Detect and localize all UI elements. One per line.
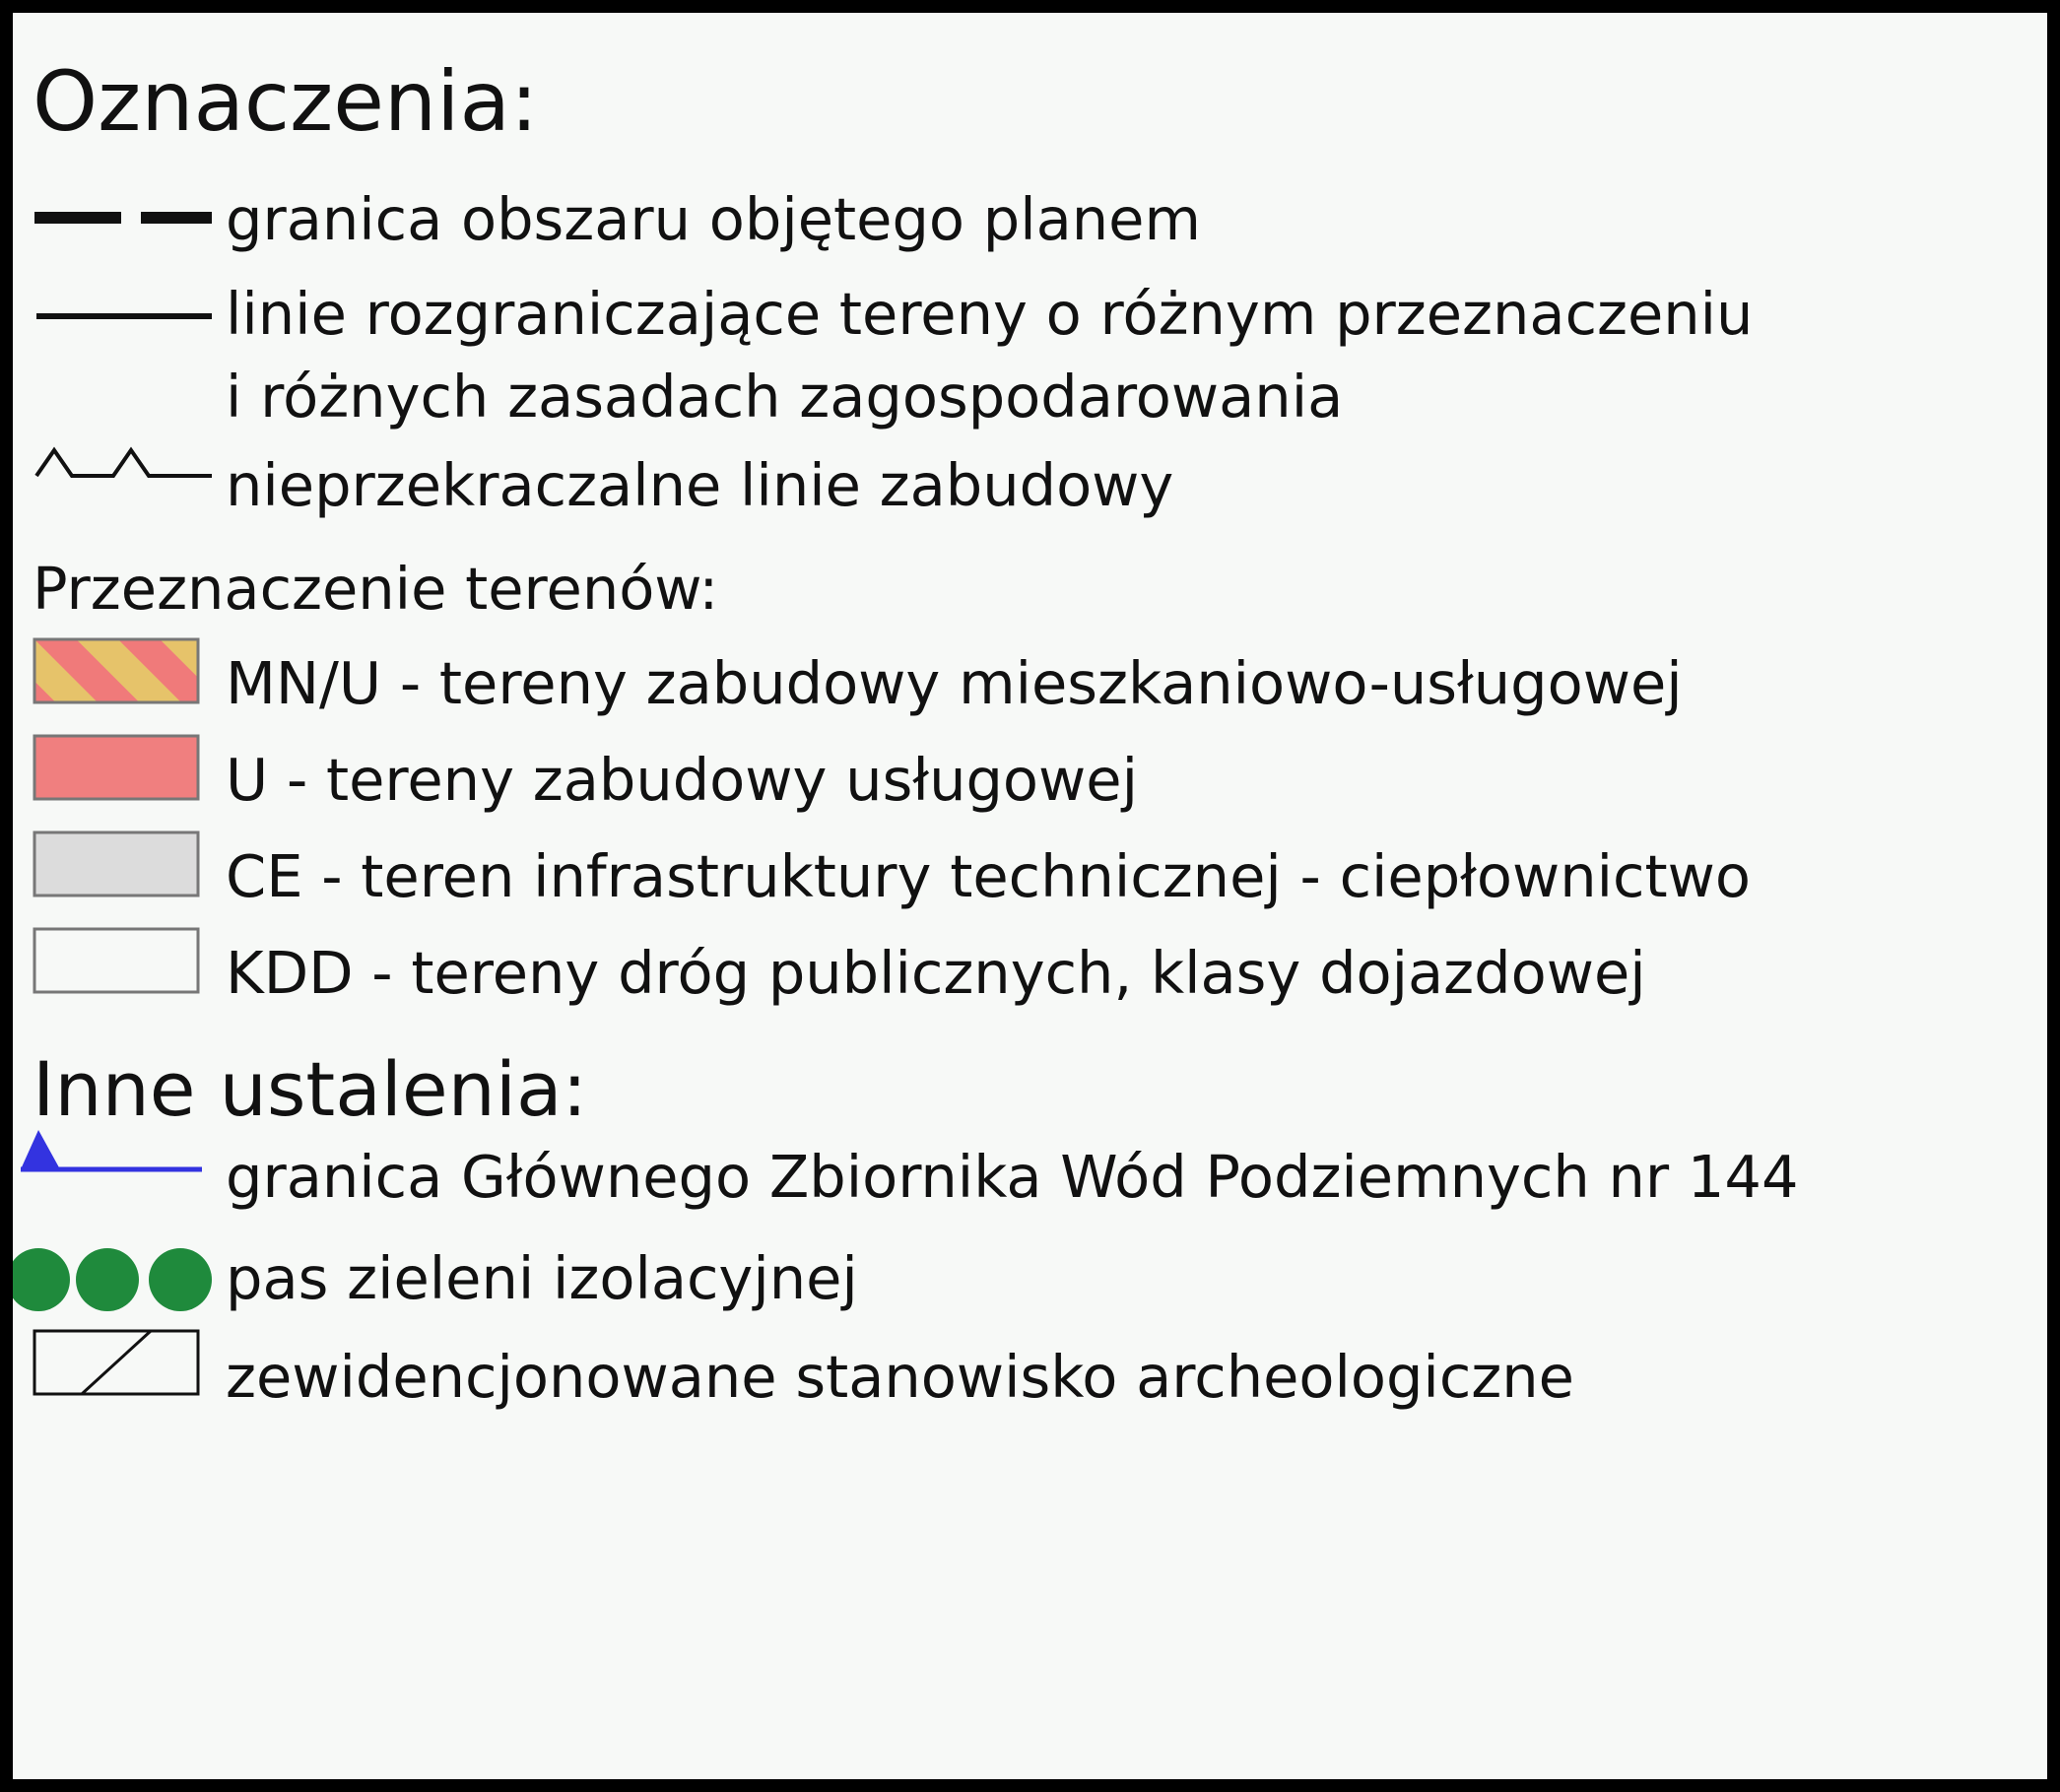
legend-panel <box>13 13 2047 1779</box>
public-road-swatch-icon <box>33 927 200 996</box>
dashed-boundary-line-icon <box>23 198 220 237</box>
heating-infrastructure-swatch-icon <box>33 830 200 899</box>
legend-label-archaeology: zewidencjonowane stanowisko archeologiczne <box>226 1343 1574 1411</box>
legend-label-green-belt: pas zieleni izolacyjnej <box>226 1244 858 1312</box>
mixed-residential-swatch-icon <box>33 637 200 706</box>
service-zone-swatch-icon <box>33 734 200 803</box>
legend-label-demarcation-2: i różnych zasadach zagospodarowania <box>226 363 1344 431</box>
archaeological-site-icon <box>33 1329 200 1398</box>
legend-label-kdd: KDD - tereny dróg publicznych, klasy dojazdowej <box>226 939 1646 1007</box>
green-belt-circles-icon <box>13 1240 220 1319</box>
land-use-heading: Przeznaczenie terenów: <box>33 555 719 623</box>
legend-label-mnu: MN/U - tereny zabudowy mieszkaniowo-usługowej <box>226 649 1683 717</box>
legend-label-building-line: nieprzekraczalne linie zabudowy <box>226 451 1174 519</box>
legend-label-ce: CE - teren infrastruktury technicznej - ciepłownictwo <box>226 842 1751 910</box>
legend-label-demarcation-1: linie rozgraniczające tereny o różnym przeznaczeniu <box>226 280 1754 348</box>
building-line-triangle-icon <box>23 436 220 486</box>
legend-label-groundwater: granica Głównego Zbiornika Wód Podziemnych nr 144 <box>226 1143 1799 1211</box>
legend-label-plan-boundary: granica obszaru objętego planem <box>226 185 1201 253</box>
legend-label-u: U - tereny zabudowy usługowej <box>226 746 1138 814</box>
groundwater-boundary-icon <box>13 1114 210 1193</box>
other-settings-heading: Inne ustalenia: <box>33 1045 588 1133</box>
legend-title: Oznaczenia: <box>33 53 539 150</box>
solid-demarcation-line-icon <box>23 297 220 336</box>
